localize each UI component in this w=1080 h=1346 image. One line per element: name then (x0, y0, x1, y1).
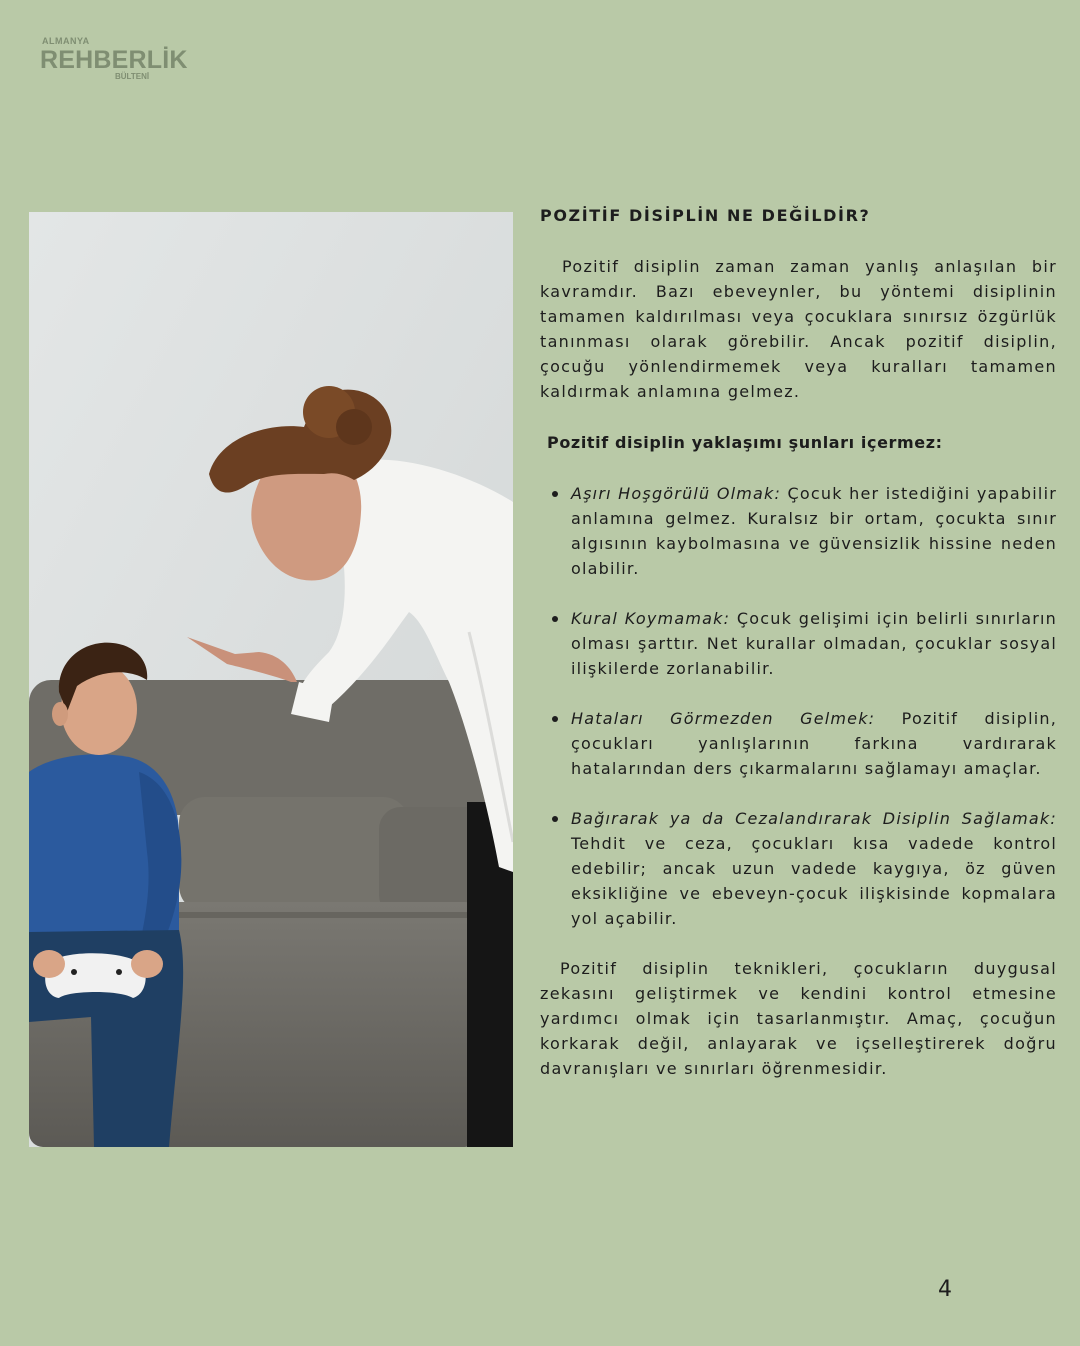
list-item-text: Çocuk gelişimi için belirli sınırların olması şarttır. Net kurallar olmadan, çocuklar sosyal ilişkilerde zorlanabilir. (571, 609, 1057, 678)
intro-text: Pozitif disiplin zaman zaman yanlış anlaşılan bir kavramdır. Bazı ebeveynler, bu yöntemi disiplinin tamamen kaldırılması veya çocuklara sınırsız özgürlük tanınması olarak görebilir. Ancak pozitif disiplin, çocuğu yönlendirmemek veya kuralları tamamen kaldırmak anlamına gelmez. (540, 257, 1057, 401)
list-item-text: Çocuk her istediğini yapabilir anlamına gelmez. Kuralsız bir ortam, çocukta sınır algısının kaybolmasına ve güvensizlik hissine neden olabilir. (571, 484, 1057, 578)
parent-child-photo (29, 212, 513, 1147)
list-item-title: Aşırı Hoşgörülü Olmak: (571, 484, 782, 503)
bullet-icon (552, 816, 558, 822)
logo-main-text: REHBERLİK (40, 46, 188, 74)
closing-paragraph (540, 956, 1057, 1081)
logo-sub-text: BÜLTENİ (115, 72, 150, 81)
brand-logo (40, 36, 188, 81)
intro-paragraph (540, 254, 1057, 404)
bullet-icon (552, 716, 558, 722)
closing-text: Pozitif disiplin teknikleri, çocukların duygusal zekasını geliştirmek ve kendini kontrol etmesine yardımcı olmak için tasarlanmıştır. Amaç, çocuğun korkarak değil, anlayarak ve içselleştirerek doğru davranışları ve sınırları öğrenmesidir. (540, 959, 1057, 1078)
list-item-text: Tehdit ve ceza, çocukları kısa vadede kontrol edebilir; ancak uzun vadede kaygıya, öz güven eksikliğine ve ebeveyn-çocuk ilişkisinde kopmalara yol açabilir. (571, 834, 1057, 928)
logo-top-text: ALMANYA (42, 36, 90, 46)
list-item-text: Pozitif disiplin, çocukları yanlışlarının farkına vardırarak hatalarından ders çıkarmalarını sağlamayı amaçlar. (571, 709, 1057, 778)
list-item (540, 806, 1057, 931)
list-item (540, 606, 1057, 681)
article-heading: POZİTİF DİSİPLİN NE DEĞİLDİR? (540, 206, 871, 225)
bullet-icon (552, 491, 558, 497)
article-subheading: Pozitif disiplin yaklaşımı şunları içermez: (547, 433, 943, 452)
list-item-title: Bağırarak ya da Cezalandırarak Disiplin Sağlamak: (571, 809, 1057, 828)
bullet-icon (552, 616, 558, 622)
not-included-list (540, 481, 1057, 931)
list-item (540, 706, 1057, 781)
list-item (540, 481, 1057, 581)
page-number: 4 (938, 1277, 952, 1302)
list-item-title: Kural Koymamak: (571, 609, 731, 628)
article (540, 204, 1057, 1081)
list-item-title: Hataları Görmezden Gelmek: (571, 709, 876, 728)
